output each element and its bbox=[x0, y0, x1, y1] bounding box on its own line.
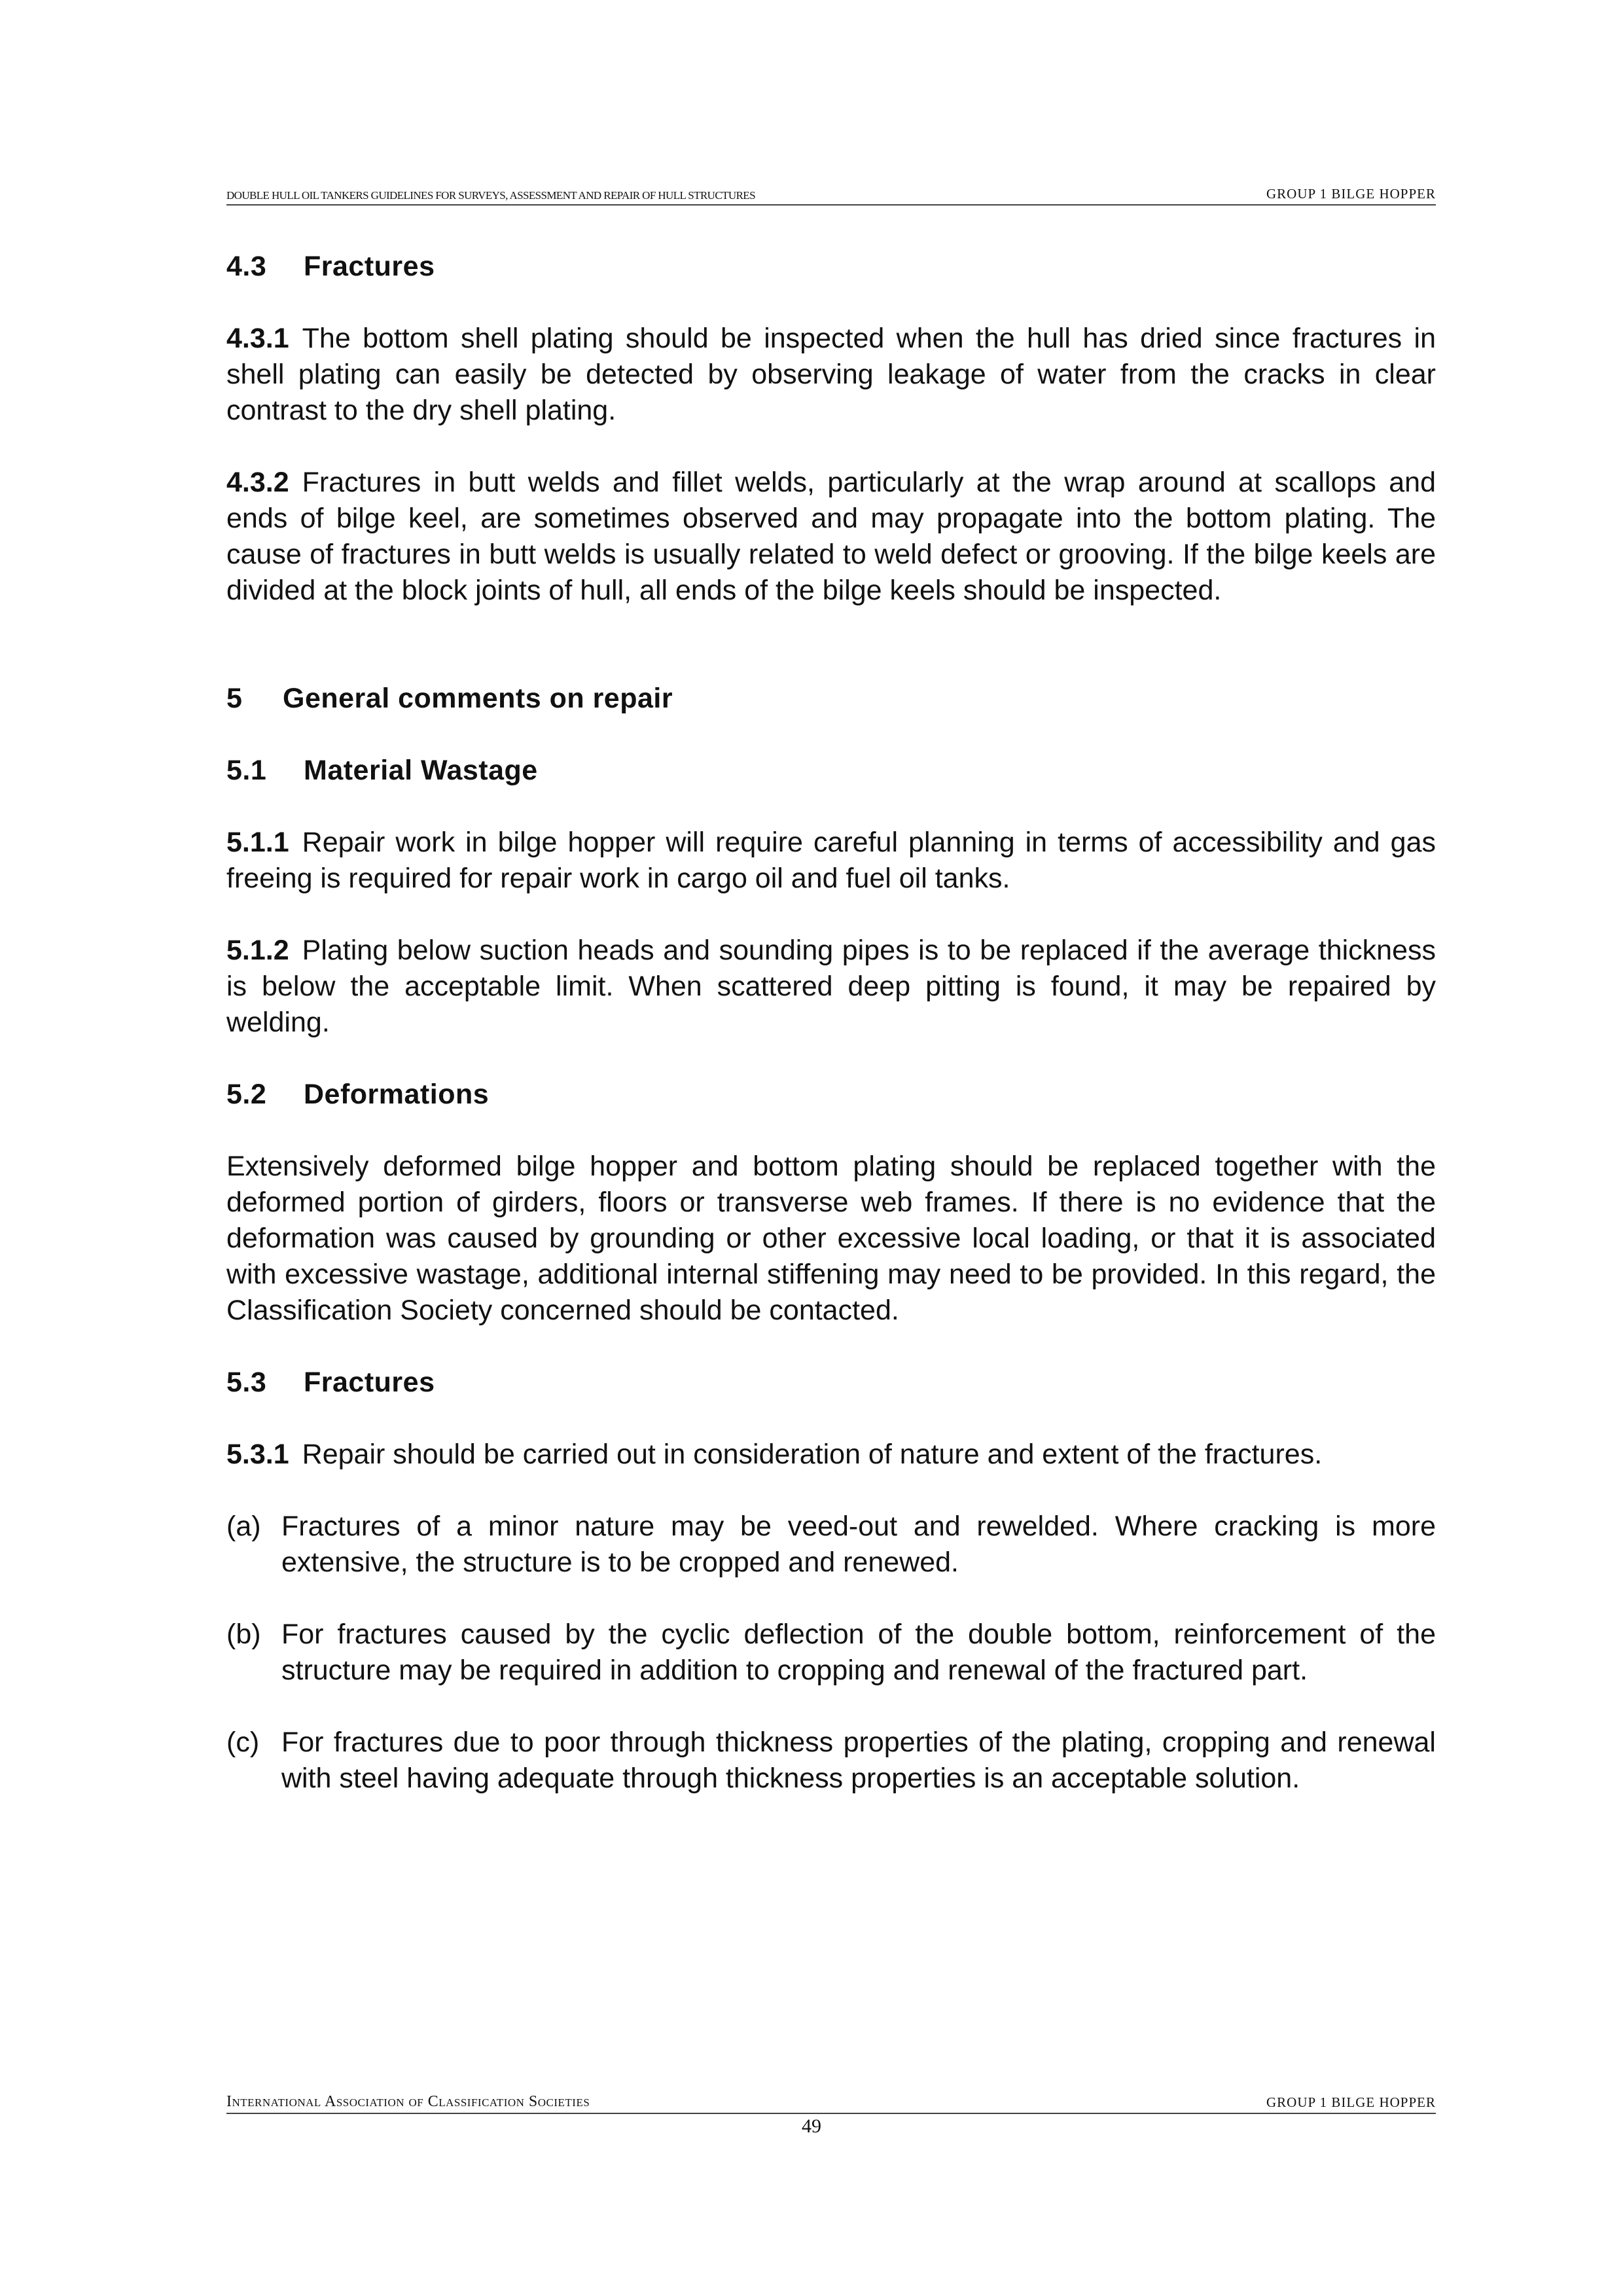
list-label: (a) bbox=[226, 1511, 261, 1542]
paragraph-text: Plating below suction heads and sounding pipes is to be replaced if the average thickness is below the acceptable limit. When scattered deep pitting is found, it may be repaired by welding. bbox=[226, 935, 1436, 1038]
paragraph-text: Repair work in bilge hopper will require careful planning in terms of accessibility and gas freeing is required for repair work in cargo oil and fuel oil tanks. bbox=[226, 827, 1436, 894]
list-label: (b) bbox=[226, 1619, 261, 1650]
heading-title: General comments on repair bbox=[283, 683, 673, 714]
paragraph-text: The bottom shell plating should be inspected when the hull has dried since fractures in shell plating can easily be detected by observing leakage of water from the cracks in clear contrast to the dry shell plating. bbox=[226, 323, 1436, 426]
paragraph-5-1-2 bbox=[226, 933, 1436, 1041]
heading-5 bbox=[226, 681, 1436, 717]
heading-title: Deformations bbox=[304, 1079, 490, 1110]
heading-number: 5.1 bbox=[226, 755, 267, 786]
list-item-c bbox=[226, 1725, 1436, 1797]
paragraph-5-3-1 bbox=[226, 1437, 1436, 1473]
heading-number: 5.2 bbox=[226, 1079, 267, 1110]
page-header bbox=[226, 185, 1436, 206]
footer-section-title: GROUP 1 BILGE HOPPER bbox=[1266, 2094, 1436, 2110]
heading-5-3 bbox=[226, 1365, 1436, 1401]
header-section-title: GROUP 1 BILGE HOPPER bbox=[1266, 186, 1436, 202]
paragraph-number: 5.1.1 bbox=[226, 827, 289, 858]
header-document-title: DOUBLE HULL OIL TANKERS GUIDELINES FOR SURVEYS, ASSESSMENT AND REPAIR OF HULL STRUCTURES bbox=[226, 189, 755, 202]
footer-organization: International Association of Classification Societies bbox=[226, 2093, 590, 2110]
heading-number: 4.3 bbox=[226, 251, 267, 282]
heading-5-1 bbox=[226, 753, 1436, 789]
paragraph-5-2: Extensively deformed bilge hopper and bottom plating should be replaced together with the deformed portion of girders, floors or transverse web frames. If there is no evidence that the deformation was caused by grounding or other excessive local loading, or that it is associated with excessive wastage, additional internal stiffening may need to be provided. In this regard, the Classification Society concerned should be contacted. bbox=[226, 1151, 1436, 1326]
paragraph-number: 4.3.2 bbox=[226, 467, 289, 498]
heading-title: Fractures bbox=[304, 251, 435, 282]
list-item-a bbox=[226, 1509, 1436, 1581]
list-text: For fractures due to poor through thickness properties of the plating, cropping and renewal with steel having adequate through thickness properties is an acceptable solution. bbox=[281, 1727, 1436, 1794]
paragraph-number: 4.3.1 bbox=[226, 323, 289, 354]
list-text: For fractures caused by the cyclic deflection of the double bottom, reinforcement of the structure may be required in addition to cropping and renewal of the fractured part. bbox=[281, 1619, 1436, 1686]
list-text: Fractures of a minor nature may be veed-out and rewelded. Where cracking is more extensive, the structure is to be cropped and renewed. bbox=[281, 1511, 1436, 1578]
heading-5-2 bbox=[226, 1077, 1436, 1113]
paragraph-text: Repair should be carried out in consideration of nature and extent of the fractures. bbox=[302, 1439, 1323, 1470]
paragraph-5-1-1 bbox=[226, 825, 1436, 897]
paragraph-4-3-2 bbox=[226, 465, 1436, 609]
list-item-b bbox=[226, 1617, 1436, 1689]
page-body bbox=[226, 249, 1436, 1797]
heading-number: 5 bbox=[226, 683, 243, 714]
heading-4-3 bbox=[226, 249, 1436, 285]
page-footer bbox=[226, 2093, 1436, 2114]
paragraph-number: 5.1.2 bbox=[226, 935, 289, 966]
heading-title: Material Wastage bbox=[304, 755, 538, 786]
paragraph-text: Fractures in butt welds and fillet welds, particularly at the wrap around at scallops and ends of bilge keel, are sometimes observed and may propagate into the bottom plating. The cause of fractures in butt welds is usually related to weld defect or grooving. If the bilge keels are divided at the block joints of hull, all ends of the bilge keels should be inspected. bbox=[226, 467, 1436, 606]
paragraph-4-3-1 bbox=[226, 321, 1436, 429]
page-number: 49 bbox=[802, 2115, 821, 2137]
heading-number: 5.3 bbox=[226, 1367, 267, 1398]
heading-title: Fractures bbox=[304, 1367, 435, 1398]
paragraph-number: 5.3.1 bbox=[226, 1439, 289, 1470]
list-label: (c) bbox=[226, 1727, 260, 1758]
